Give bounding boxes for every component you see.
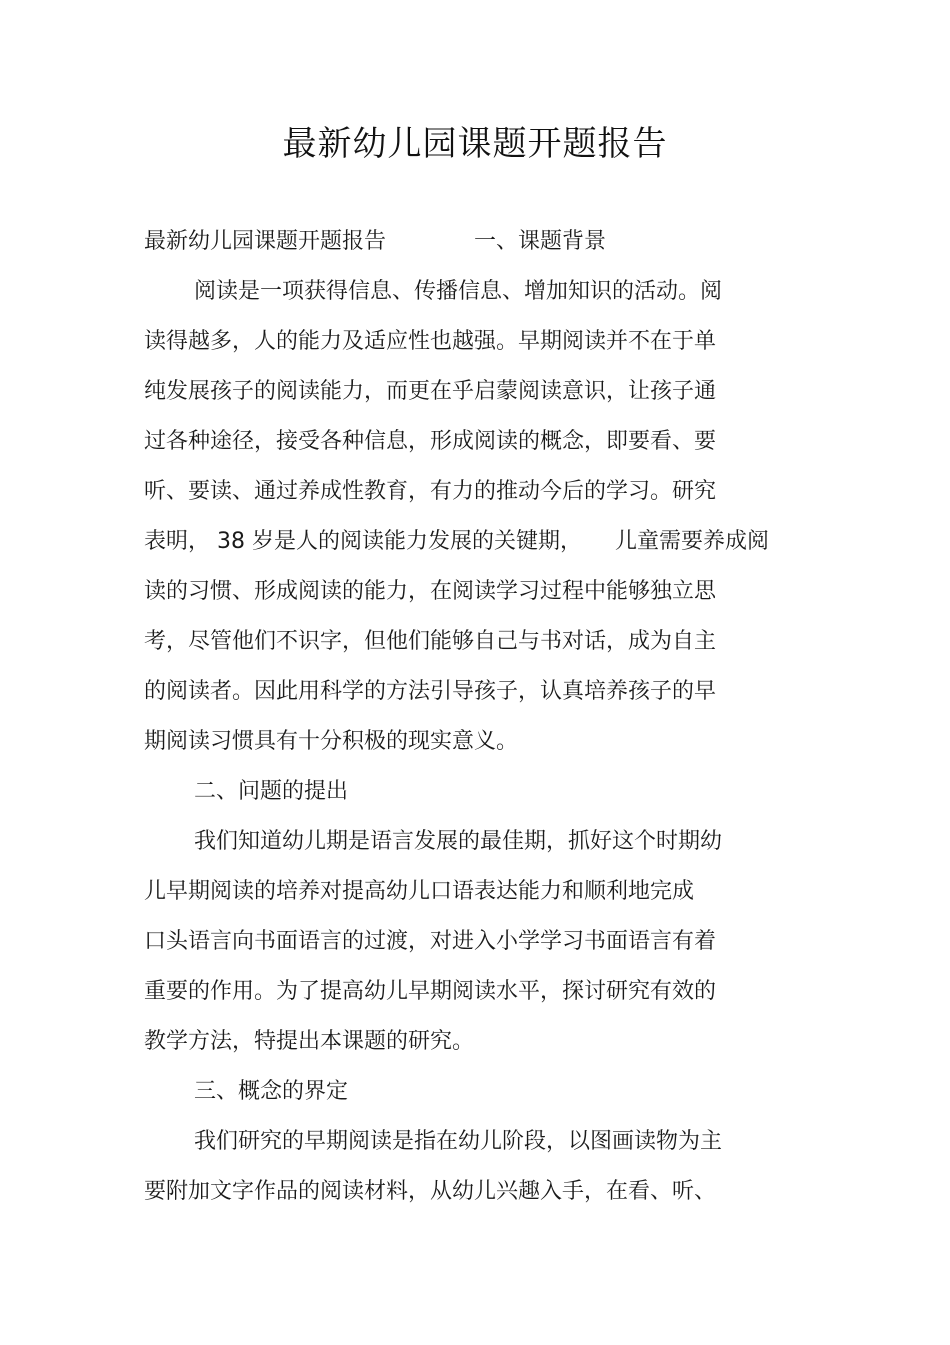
body-line-7: 表明， 38 岁是人的阅读能力发展的关键期， 儿童需要养成阅 — [144, 529, 769, 554]
body-line-19: 我们研究的早期阅读是指在幼儿阶段，以图画读物为主 — [194, 1129, 723, 1154]
section-heading-3: 三、概念的界定 — [194, 1079, 349, 1104]
body-line-11: 期阅读习惯具有十分积极的现实意义。 — [144, 729, 519, 754]
body-line-1: 最新幼儿园课题开题报告 一、课题背景 — [144, 229, 607, 254]
document-title: 最新幼儿园课题开题报告 — [282, 124, 668, 164]
body-line-20: 要附加文字作品的阅读材料，从幼儿兴趣入手，在看、听、 — [144, 1179, 717, 1204]
body-line-17: 教学方法，特提出本课题的研究。 — [144, 1029, 475, 1054]
body-line-9: 考，尽管他们不识字，但他们能够自己与书对话，成为自主 — [144, 629, 717, 654]
body-line-14: 儿早期阅读的培养对提高幼儿口语表达能力和顺利地完成 — [144, 879, 695, 904]
body-line-2: 阅读是一项获得信息、传播信息、增加知识的活动。阅 — [194, 279, 723, 304]
body-line-15: 口头语言向书面语言的过渡，对进入小学学习书面语言有着 — [144, 929, 717, 954]
body-line-5: 过各种途径，接受各种信息，形成阅读的概念，即要看、要 — [144, 429, 717, 454]
body-line-16: 重要的作用。为了提高幼儿早期阅读水平，探讨研究有效的 — [144, 979, 717, 1004]
section-heading-2: 二、问题的提出 — [194, 779, 349, 804]
body-line-8: 读的习惯、形成阅读的能力，在阅读学习过程中能够独立思 — [144, 579, 717, 604]
body-line-13: 我们知道幼儿期是语言发展的最佳期，抓好这个时期幼 — [194, 829, 723, 854]
body-line-6: 听、要读、通过养成性教育，有力的推动今后的学习。研究 — [144, 479, 717, 504]
body-line-10: 的阅读者。因此用科学的方法引导孩子，认真培养孩子的早 — [144, 679, 717, 704]
body-line-4: 纯发展孩子的阅读能力，而更在乎启蒙阅读意识，让孩子通 — [144, 379, 717, 404]
body-line-3: 读得越多，人的能力及适应性也越强。早期阅读并不在于单 — [144, 329, 717, 354]
